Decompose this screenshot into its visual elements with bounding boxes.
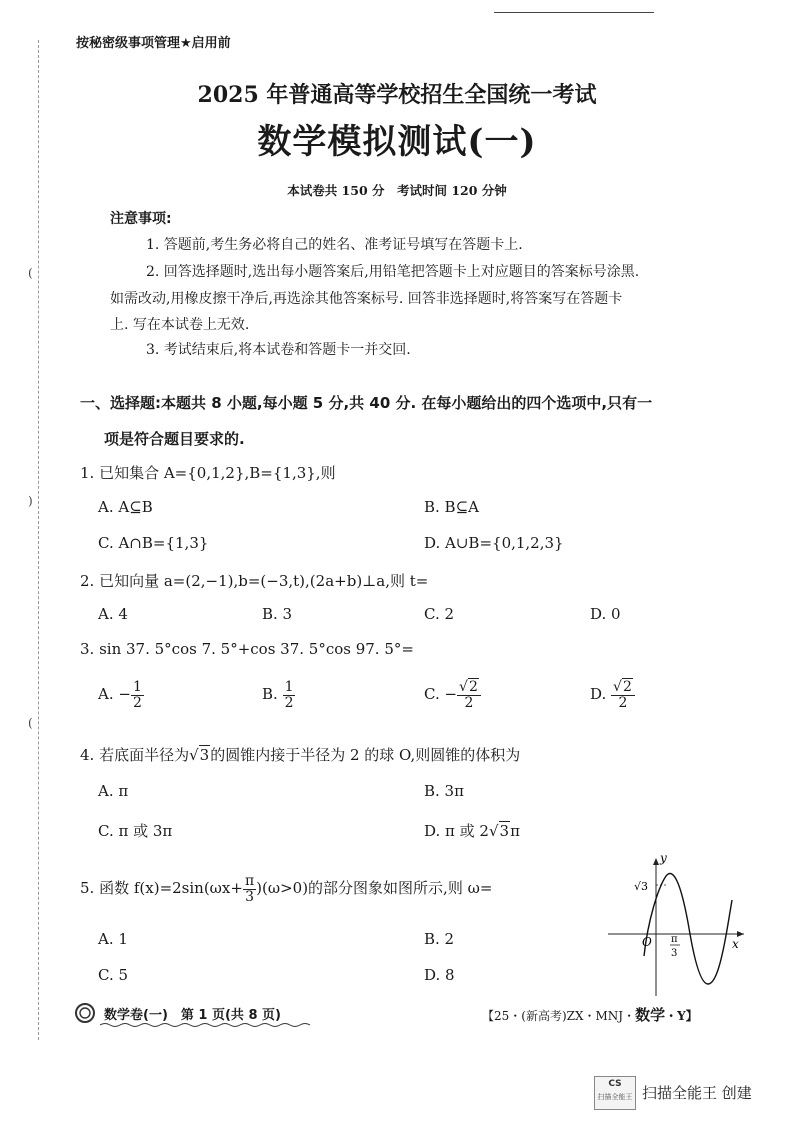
notice-item: 2. 回答选择题时,选出每小题答案后,用铅笔把答题卡上对应题目的答案标号涂黑.: [146, 264, 640, 280]
q1-option-b: B. B⊆A: [424, 498, 479, 516]
option-label: C. −: [424, 685, 458, 704]
footer-page-label: 数学卷(一) 第 1 页(共 8 页): [104, 1008, 281, 1023]
question-3-stem: 3. sin 37. 5°cos 7. 5°+cos 37. 5°cos 97. 5°=: [80, 640, 414, 658]
question-2-stem: 2. 已知向量 a=(2,−1),b=(−3,t),(2a+b)⊥a,则 t=: [80, 572, 429, 590]
fraction: [243, 874, 256, 904]
footer-wavy-underline: [100, 1022, 312, 1028]
option-label: A. −: [98, 685, 131, 704]
q1-option-d: D. A∪B={0,1,2,3}: [424, 534, 564, 552]
q2-option-d: D. 0: [590, 605, 621, 623]
notice-item: 3. 考试结束后,将本试卷和答题卡一并交回.: [146, 342, 411, 358]
denominator: 3: [245, 888, 255, 905]
question-4-stem: [80, 744, 520, 765]
fraction: [131, 680, 144, 710]
denominator: 2: [618, 694, 628, 711]
numerator: 1: [132, 679, 142, 695]
q2-option-a: A. 4: [98, 605, 128, 623]
option-label: D.: [590, 685, 612, 704]
fraction: [611, 680, 635, 710]
stem-text: 的圆锥内接于半径为 2 的球 O,则圆锥的体积为: [210, 746, 521, 764]
main-title: 数学模拟测试(一): [257, 122, 537, 162]
stem-text: )(ω>0)的部分图象如图所示,则 ω=: [256, 879, 493, 898]
question-1-stem: 1. 已知集合 A={0,1,2},B={1,3},则: [80, 464, 336, 482]
graph-three-label: 3: [671, 948, 678, 959]
graph-y-label: y: [660, 851, 667, 865]
footer-subject: 数学: [635, 1006, 666, 1024]
graph-pi-label: π: [671, 934, 678, 945]
q3-option-a: [98, 680, 144, 710]
top-clipped-text: [494, 0, 654, 13]
q1-option-a: A. A⊆B: [98, 498, 153, 516]
sine-curve: [644, 873, 732, 984]
footer-code: [482, 1004, 698, 1025]
section-heading: 一、选择题:本题共 8 小题,每小题 5 分,共 40 分. 在每小题给出的四个选项中,只有一: [80, 394, 653, 412]
fraction: [283, 680, 296, 710]
footer-code-text: 【25・(新高考)ZX・MNJ・: [482, 1009, 636, 1023]
notice-item: 1. 答题前,考生务必将自己的姓名、准考证号填写在答题卡上.: [146, 237, 523, 253]
fraction: [457, 680, 481, 710]
radicand: 2: [468, 679, 478, 695]
question-5-stem: [80, 874, 492, 904]
footer-logo-icon: [74, 1002, 96, 1024]
confidential-label: 按秘密级事项管理★启用前: [76, 36, 231, 51]
numerator: π: [244, 873, 255, 889]
margin-mark: (: [28, 266, 33, 280]
q5-option-b: B. 2: [424, 930, 455, 948]
q4-option-b: B. 3π: [424, 782, 464, 800]
notice-heading: 注意事项:: [110, 211, 172, 227]
margin-mark: (: [28, 716, 33, 730]
footer-code-text: ・Y】: [665, 1009, 698, 1023]
scanner-watermark: 扫描全能王 创建: [642, 1084, 752, 1102]
radicand: 3: [199, 746, 210, 764]
sqrt-sign: √: [459, 679, 468, 695]
option-text: π: [510, 822, 520, 840]
section-heading: 项是符合题目要求的.: [104, 430, 245, 448]
q4-option-c: C. π 或 3π: [98, 822, 173, 840]
option-text: D. π 或 2: [424, 822, 489, 840]
numerator: 1: [284, 679, 294, 695]
scanner-logo: [594, 1076, 636, 1110]
denominator: 2: [284, 694, 294, 711]
option-label: B.: [262, 685, 283, 704]
q2-option-b: B. 3: [262, 605, 293, 623]
q5-option-d: D. 8: [424, 966, 455, 984]
q5-option-c: C. 5: [98, 966, 129, 984]
q3-option-c: [424, 680, 481, 710]
scanner-logo-subtext: 扫描全能王: [597, 1093, 633, 1101]
denominator: 2: [464, 694, 474, 711]
stem-text: 5. 函数 f(x)=2sin(ωx+: [80, 879, 243, 898]
denominator: 2: [132, 694, 142, 711]
scanner-logo-mark: CS: [608, 1079, 622, 1089]
q3-option-d: [590, 680, 635, 710]
graph-x-label: x: [732, 937, 739, 951]
graph-origin-label: O: [642, 935, 652, 949]
sine-graph: [604, 850, 754, 1000]
radicand: 2: [622, 679, 632, 695]
notice-item: 上. 写在本试卷上无效.: [110, 317, 250, 333]
sqrt-sign: √: [488, 822, 499, 840]
radicand: 3: [499, 822, 510, 840]
margin-mark: ): [28, 494, 33, 508]
exam-info: 本试卷共 150 分 考试时间 120 分钟: [287, 183, 507, 198]
stem-text: 4. 若底面半径为: [80, 746, 190, 764]
graph-sqrt3-label: √3: [634, 880, 649, 893]
notice-item: 如需改动,用橡皮擦干净后,再选涂其他答案标号. 回答非选择题时,将答案写在答题卡: [110, 291, 623, 307]
q1-option-c: C. A∩B={1,3}: [98, 534, 209, 552]
q2-option-c: C. 2: [424, 605, 455, 623]
y-axis-arrow: [653, 858, 659, 865]
q4-option-a: A. π: [98, 782, 129, 800]
q3-option-b: [262, 680, 295, 710]
sqrt-sign: √: [189, 746, 199, 764]
exam-title: 2025 年普通高等学校招生全国统一考试: [197, 82, 597, 108]
q4-option-d: [424, 820, 520, 841]
q5-option-a: A. 1: [98, 930, 128, 948]
sqrt-sign: √: [613, 679, 622, 695]
